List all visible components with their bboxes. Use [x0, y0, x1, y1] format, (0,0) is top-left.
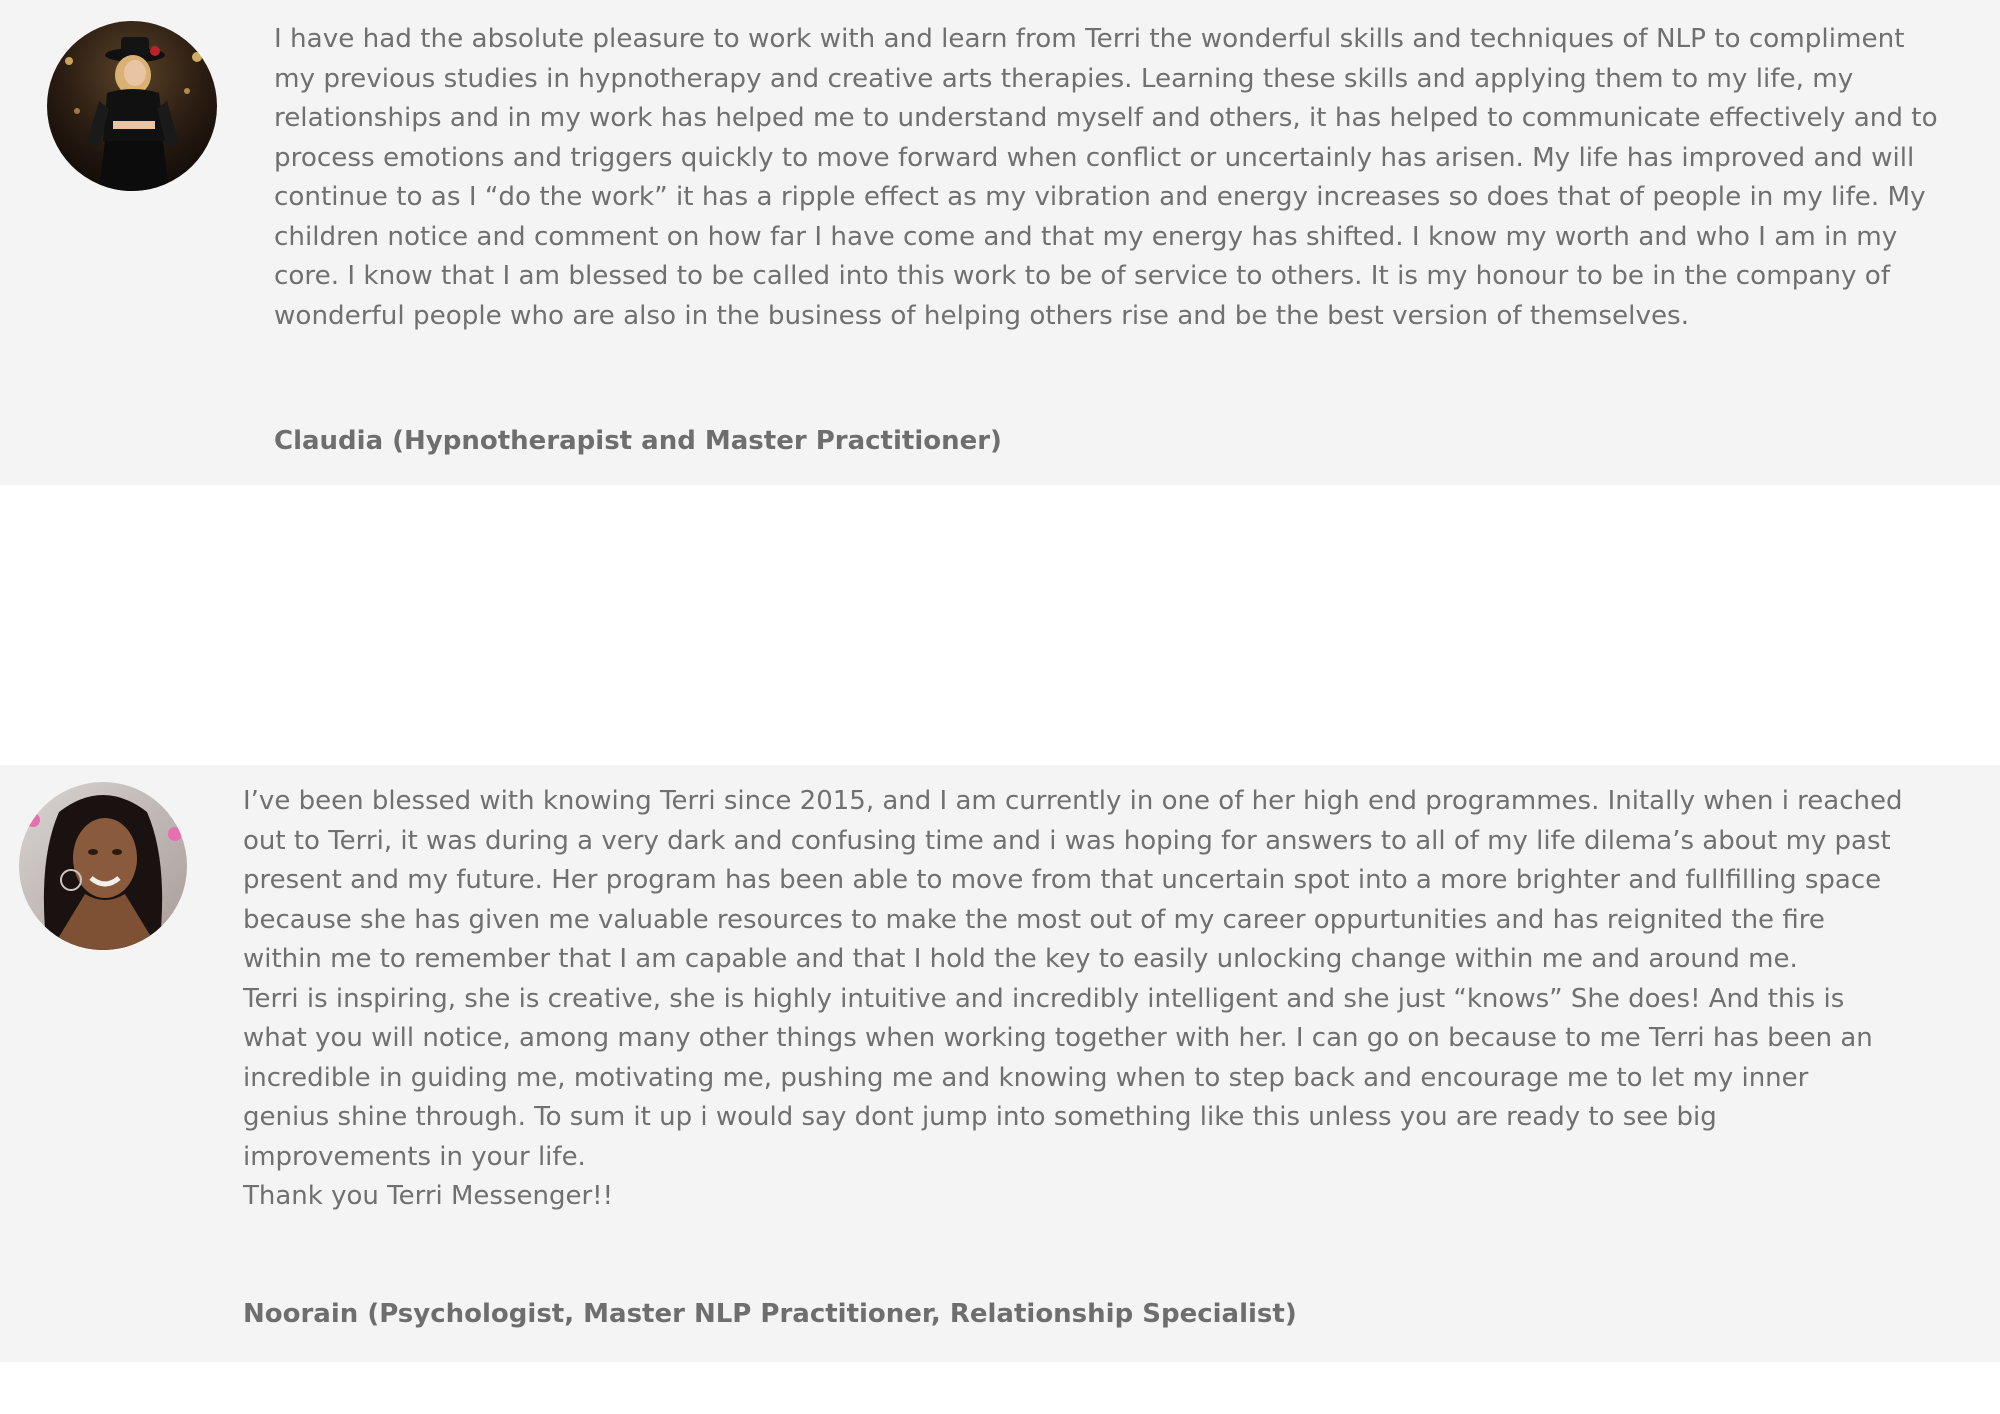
- testimonial-author: Noorain (Psychologist, Master NLP Practitioner, Relationship Specialist): [243, 1299, 1297, 1329]
- avatar-noorain: [19, 782, 187, 950]
- avatar-claudia: [47, 21, 217, 191]
- testimonial-author: Claudia (Hypnotherapist and Master Practitioner): [274, 426, 1002, 456]
- testimonial-card-noorain: [0, 765, 2000, 1362]
- testimonial-card-claudia: [0, 0, 2000, 485]
- testimonial-text: I have had the absolute pleasure to work with and learn from Terri the wonderful skills and techniques of NLP to compliment my previous studies in hypnotherapy and creative arts therapies. Learning these skills and applying them to my life, my relationships and in my work has helped me to understand myself and others, it has helped to communicate effectively and to process emotions and triggers quickly to move forward when conflict or uncertainly has arisen. My life has improved and will continue to as I “do the work” it has a ripple effect as my vibration and energy increases so does that of people in my life. My children notice and comment on how far I have come and that my energy has shifted. I know my worth and who I am in my core. I know that I am blessed to be called into this work to be of service to others. It is my honour to be in the company of wonderful people who are also in the business of helping others rise and be the best version of themselves.: [274, 24, 1938, 331]
- claudia-photo-icon: [47, 21, 217, 191]
- noorain-photo-icon: [19, 782, 187, 950]
- testimonial-text: I’ve been blessed with knowing Terri since 2015, and I am currently in one of her high end programmes. Initally when i reached out to Terri, it was during a very dark and confusing time and i was hoping for answers to all of my life dilema’s about my past present and my future. Her program has been able to move from that uncertain spot into a more brighter and fullfilling space because she has given me valuable resources to make the most out of my career oppurtunities and has reignited the fire within me to remember that I am capable and that I hold the key to easily unlocking change within me and around me. Terri is inspiring, she is creative, she is highly intuitive and incredibly intelligent and she just “knows” She does! And this is what you will notice, among many other things when working together with her. I can go on because to me Terri has been an incredible in guiding me, motivating me, pushing me and knowing when to step back and encourage me to let my inner genius shine through. To sum it up i would say dont jump into something like this unless you are ready to see big improvements in your life. Thank you Terri Messenger!!: [243, 786, 1903, 1211]
